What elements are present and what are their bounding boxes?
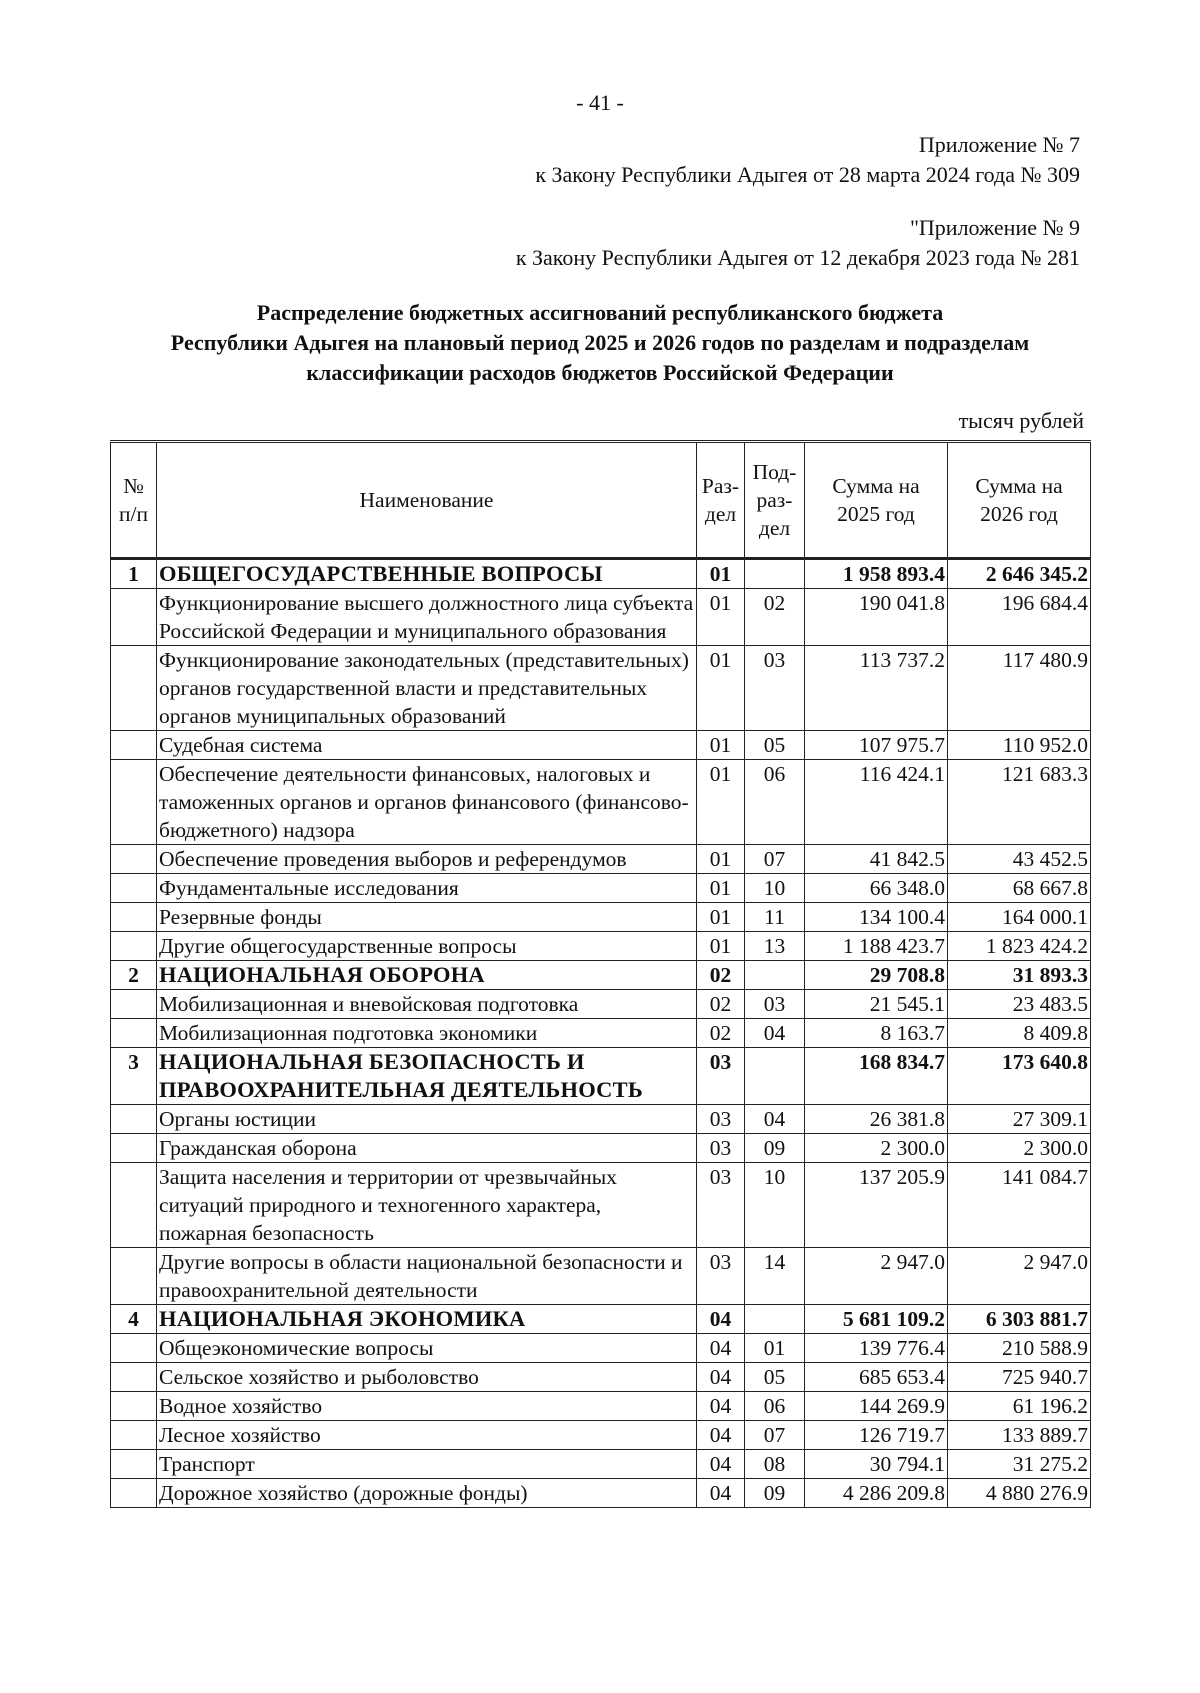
row-sum-2025-cell: 30 794.1 (805, 1450, 948, 1479)
row-sum-2026-cell: 23 483.5 (948, 990, 1091, 1019)
row-sum-2026-cell: 31 275.2 (948, 1450, 1091, 1479)
row-number-cell (111, 760, 157, 845)
row-name-cell: Другие вопросы в области национальной безопасности и правоохранительной деятельности (157, 1248, 697, 1305)
row-name-cell: Функционирование высшего должностного лица субъекта Российской Федерации и муниципального образования (157, 589, 697, 646)
row-razdel-cell: 03 (697, 1105, 745, 1134)
appendix-original-line1: "Приложение № 9 (909, 215, 1080, 240)
title-line3: классификации расходов бюджетов Российской Федерации (306, 360, 894, 385)
row-sum-2026-cell: 43 452.5 (948, 845, 1091, 874)
row-name-cell: Мобилизационная подготовка экономики (157, 1019, 697, 1048)
row-podrazdel-cell: 06 (745, 1392, 805, 1421)
row-sum-2026-cell: 27 309.1 (948, 1105, 1091, 1134)
section-row (111, 559, 1091, 589)
row-name-cell: НАЦИОНАЛЬНАЯ БЕЗОПАСНОСТЬ И ПРАВООХРАНИТЕЛЬНАЯ ДЕЯТЕЛЬНОСТЬ (157, 1048, 697, 1105)
units-label: тысяч рублей (958, 408, 1084, 433)
row-podrazdel-cell: 04 (745, 1019, 805, 1048)
table-row (111, 1334, 1091, 1363)
row-sum-2026-cell: 31 893.3 (948, 961, 1091, 990)
row-sum-2026-cell: 2 300.0 (948, 1134, 1091, 1163)
row-sum-2026-cell: 133 889.7 (948, 1421, 1091, 1450)
row-name-cell: Обеспечение проведения выборов и референдумов (157, 845, 697, 874)
table-body (111, 559, 1091, 1508)
row-sum-2026-cell: 725 940.7 (948, 1363, 1091, 1392)
row-sum-2026-cell: 61 196.2 (948, 1392, 1091, 1421)
row-name-cell: Гражданская оборона (157, 1134, 697, 1163)
appendix-current (535, 130, 1080, 190)
row-podrazdel-cell: 09 (745, 1134, 805, 1163)
row-sum-2026-cell: 141 084.7 (948, 1163, 1091, 1248)
row-name-cell: Транспорт (157, 1450, 697, 1479)
row-podrazdel-cell: 04 (745, 1105, 805, 1134)
row-number-cell (111, 874, 157, 903)
row-sum-2026-cell: 110 952.0 (948, 731, 1091, 760)
row-name-cell: Функционирование законодательных (представительных) органов государственной власти и представительных органов муниципальных образований (157, 646, 697, 731)
section-row (111, 1305, 1091, 1334)
row-sum-2025-cell: 139 776.4 (805, 1334, 948, 1363)
row-podrazdel-cell: 11 (745, 903, 805, 932)
row-razdel-cell: 04 (697, 1479, 745, 1508)
row-number-cell (111, 589, 157, 646)
row-razdel-cell: 03 (697, 1248, 745, 1305)
row-razdel-cell: 01 (697, 589, 745, 646)
row-name-cell: Судебная система (157, 731, 697, 760)
row-razdel-cell: 03 (697, 1134, 745, 1163)
row-podrazdel-cell (745, 961, 805, 990)
row-sum-2025-cell: 1 188 423.7 (805, 932, 948, 961)
row-razdel-cell: 01 (697, 731, 745, 760)
row-sum-2025-cell: 137 205.9 (805, 1163, 948, 1248)
row-razdel-cell: 01 (697, 646, 745, 731)
row-razdel-cell: 01 (697, 932, 745, 961)
row-number-cell: 2 (111, 961, 157, 990)
row-sum-2026-cell: 210 588.9 (948, 1334, 1091, 1363)
row-razdel-cell: 02 (697, 1019, 745, 1048)
row-podrazdel-cell: 02 (745, 589, 805, 646)
row-name-cell: Лесное хозяйство (157, 1421, 697, 1450)
row-sum-2026-cell: 164 000.1 (948, 903, 1091, 932)
row-sum-2025-cell: 685 653.4 (805, 1363, 948, 1392)
table-row (111, 1479, 1091, 1508)
table-row (111, 1019, 1091, 1048)
row-name-cell: Другие общегосударственные вопросы (157, 932, 697, 961)
row-podrazdel-cell: 03 (745, 990, 805, 1019)
row-podrazdel-cell: 07 (745, 1421, 805, 1450)
row-name-cell: Мобилизационная и вневойсковая подготовка (157, 990, 697, 1019)
row-podrazdel-cell: 08 (745, 1450, 805, 1479)
table-row (111, 589, 1091, 646)
row-razdel-cell: 01 (697, 760, 745, 845)
row-podrazdel-cell: 03 (745, 646, 805, 731)
row-sum-2025-cell: 107 975.7 (805, 731, 948, 760)
row-name-cell: Общеэкономические вопросы (157, 1334, 697, 1363)
table-row (111, 874, 1091, 903)
row-name-cell: Защита населения и территории от чрезвычайных ситуаций природного и техногенного характера, пожарная безопасность (157, 1163, 697, 1248)
row-razdel-cell: 04 (697, 1305, 745, 1334)
row-name-cell: Органы юстиции (157, 1105, 697, 1134)
row-number-cell: 4 (111, 1305, 157, 1334)
row-sum-2025-cell: 5 681 109.2 (805, 1305, 948, 1334)
table-row (111, 1363, 1091, 1392)
row-podrazdel-cell: 05 (745, 1363, 805, 1392)
row-number-cell (111, 731, 157, 760)
row-podrazdel-cell: 10 (745, 1163, 805, 1248)
row-sum-2026-cell: 117 480.9 (948, 646, 1091, 731)
row-razdel-cell: 04 (697, 1421, 745, 1450)
row-razdel-cell: 01 (697, 845, 745, 874)
row-sum-2025-cell: 66 348.0 (805, 874, 948, 903)
table-row (111, 1134, 1091, 1163)
header-sum-2026: Сумма на 2026 год (948, 442, 1091, 559)
row-sum-2025-cell: 29 708.8 (805, 961, 948, 990)
appendix-original-line2: к Закону Республики Адыгея от 12 декабря 2023 года № 281 (515, 245, 1080, 270)
row-name-cell: Сельское хозяйство и рыболовство (157, 1363, 697, 1392)
row-sum-2025-cell: 2 300.0 (805, 1134, 948, 1163)
row-razdel-cell: 04 (697, 1334, 745, 1363)
row-razdel-cell: 03 (697, 1163, 745, 1248)
table-header-row (111, 442, 1091, 559)
row-number-cell (111, 990, 157, 1019)
row-number-cell (111, 1363, 157, 1392)
table-row (111, 1248, 1091, 1305)
row-number-cell (111, 1479, 157, 1508)
section-row (111, 1048, 1091, 1105)
table-row (111, 990, 1091, 1019)
row-podrazdel-cell: 13 (745, 932, 805, 961)
row-sum-2025-cell: 8 163.7 (805, 1019, 948, 1048)
row-podrazdel-cell: 07 (745, 845, 805, 874)
table-row (111, 903, 1091, 932)
row-podrazdel-cell: 05 (745, 731, 805, 760)
row-number-cell (111, 1421, 157, 1450)
row-number-cell (111, 1248, 157, 1305)
row-number-cell (111, 932, 157, 961)
table-row (111, 1105, 1091, 1134)
row-name-cell: Водное хозяйство (157, 1392, 697, 1421)
row-name-cell: Резервные фонды (157, 903, 697, 932)
table-row (111, 1163, 1091, 1248)
document-title (100, 298, 1100, 388)
row-name-cell: Дорожное хозяйство (дорожные фонды) (157, 1479, 697, 1508)
row-sum-2025-cell: 21 545.1 (805, 990, 948, 1019)
table-row (111, 760, 1091, 845)
row-number-cell: 1 (111, 559, 157, 589)
row-number-cell (111, 646, 157, 731)
appendix-current-line2: к Закону Республики Адыгея от 28 марта 2024 года № 309 (535, 162, 1080, 187)
row-podrazdel-cell (745, 1048, 805, 1105)
row-number-cell (111, 1105, 157, 1134)
row-name-cell: ОБЩЕГОСУДАРСТВЕННЫЕ ВОПРОСЫ (157, 559, 697, 589)
row-razdel-cell: 02 (697, 961, 745, 990)
header-razdel: Раз- дел (697, 442, 745, 559)
row-sum-2026-cell: 121 683.3 (948, 760, 1091, 845)
row-sum-2026-cell: 4 880 276.9 (948, 1479, 1091, 1508)
budget-table (110, 440, 1091, 1508)
row-number-cell (111, 1163, 157, 1248)
row-sum-2025-cell: 116 424.1 (805, 760, 948, 845)
row-sum-2025-cell: 1 958 893.4 (805, 559, 948, 589)
header-podrazdel: Под- раз- дел (745, 442, 805, 559)
row-number-cell (111, 1019, 157, 1048)
title-line1: Распределение бюджетных ассигнований республиканского бюджета (256, 300, 944, 325)
row-razdel-cell: 04 (697, 1450, 745, 1479)
table-row (111, 1450, 1091, 1479)
appendix-original (516, 213, 1080, 273)
row-podrazdel-cell: 09 (745, 1479, 805, 1508)
row-sum-2026-cell: 2 646 345.2 (948, 559, 1091, 589)
row-sum-2026-cell: 6 303 881.7 (948, 1305, 1091, 1334)
row-podrazdel-cell: 06 (745, 760, 805, 845)
row-number-cell (111, 1450, 157, 1479)
row-name-cell: Фундаментальные исследования (157, 874, 697, 903)
row-sum-2026-cell: 68 667.8 (948, 874, 1091, 903)
row-razdel-cell: 01 (697, 559, 745, 589)
row-number-cell (111, 1334, 157, 1363)
row-sum-2026-cell: 2 947.0 (948, 1248, 1091, 1305)
row-sum-2025-cell: 2 947.0 (805, 1248, 948, 1305)
row-razdel-cell: 04 (697, 1363, 745, 1392)
page-number: - 41 - (576, 90, 624, 115)
row-podrazdel-cell (745, 1305, 805, 1334)
table-row (111, 1421, 1091, 1450)
row-sum-2025-cell: 144 269.9 (805, 1392, 948, 1421)
table-row (111, 932, 1091, 961)
row-sum-2026-cell: 196 684.4 (948, 589, 1091, 646)
row-sum-2026-cell: 1 823 424.2 (948, 932, 1091, 961)
header-name: Наименование (157, 442, 697, 559)
table-row (111, 646, 1091, 731)
row-razdel-cell: 02 (697, 990, 745, 1019)
row-razdel-cell: 01 (697, 903, 745, 932)
header-sum-2025: Сумма на 2025 год (805, 442, 948, 559)
row-razdel-cell: 01 (697, 874, 745, 903)
row-podrazdel-cell (745, 559, 805, 589)
row-number-cell (111, 1134, 157, 1163)
section-row (111, 961, 1091, 990)
row-sum-2025-cell: 134 100.4 (805, 903, 948, 932)
row-podrazdel-cell: 14 (745, 1248, 805, 1305)
row-podrazdel-cell: 01 (745, 1334, 805, 1363)
row-number-cell (111, 845, 157, 874)
row-sum-2025-cell: 4 286 209.8 (805, 1479, 948, 1508)
row-podrazdel-cell: 10 (745, 874, 805, 903)
row-sum-2026-cell: 8 409.8 (948, 1019, 1091, 1048)
row-sum-2026-cell: 173 640.8 (948, 1048, 1091, 1105)
row-name-cell: НАЦИОНАЛЬНАЯ ЭКОНОМИКА (157, 1305, 697, 1334)
row-name-cell: Обеспечение деятельности финансовых, налоговых и таможенных органов и органов финансового (финансово-бюджетного) надзора (157, 760, 697, 845)
header-num: № п/п (111, 442, 157, 559)
row-sum-2025-cell: 41 842.5 (805, 845, 948, 874)
table-row (111, 845, 1091, 874)
row-name-cell: НАЦИОНАЛЬНАЯ ОБОРОНА (157, 961, 697, 990)
table-row (111, 1392, 1091, 1421)
row-razdel-cell: 04 (697, 1392, 745, 1421)
row-sum-2025-cell: 126 719.7 (805, 1421, 948, 1450)
row-number-cell (111, 903, 157, 932)
table-row (111, 731, 1091, 760)
title-line2: Республики Адыгея на плановый период 2025 и 2026 годов по разделам и подразделам (170, 330, 1030, 355)
appendix-current-line1: Приложение № 7 (918, 132, 1080, 157)
row-razdel-cell: 03 (697, 1048, 745, 1105)
row-sum-2025-cell: 113 737.2 (805, 646, 948, 731)
row-number-cell: 3 (111, 1048, 157, 1105)
row-number-cell (111, 1392, 157, 1421)
row-sum-2025-cell: 168 834.7 (805, 1048, 948, 1105)
row-sum-2025-cell: 26 381.8 (805, 1105, 948, 1134)
row-sum-2025-cell: 190 041.8 (805, 589, 948, 646)
